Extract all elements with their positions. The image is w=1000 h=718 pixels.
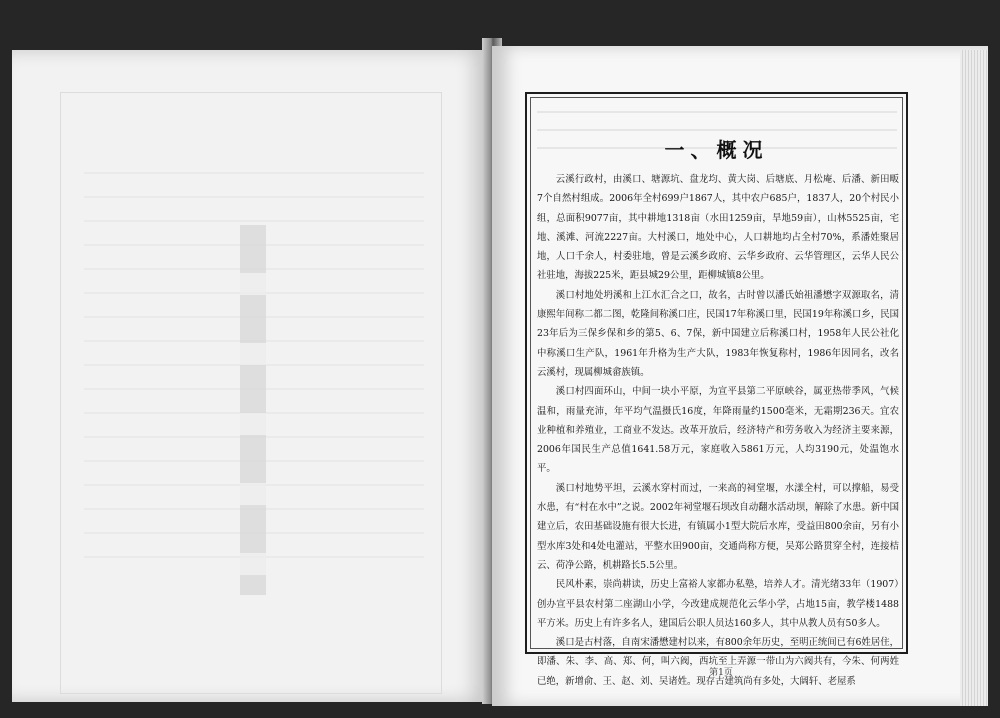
left-page [12, 50, 486, 702]
paragraph: 溪口是古村落，自南宋潘懋建村以来，有800余年历史，至明正统间已有6姓居住，即潘、朱、李、高、郑、何，叫六阀，西坑至上弄源一带山为六阀共有，今朱、何两姓已绝，新增俞、王、赵、刘、吴诸姓。现存古建筑尚有多处，大阔轩、老屋系 [537, 637, 899, 687]
chapter-title: 一、概况 [664, 138, 769, 162]
paragraph: 溪口村地势平坦，云溪水穿村而过，一来高的祠堂堰，水漾全村，可以撑船，易受水患，有“村在水中”之说。2002年祠堂堰石坝改自动翻水活动坝，解除了水患。新中国建立后，农田基础设施有很大长进，有镇属小1型大院后水库，受益田800余亩，另有小型水库3处和4处电灌站，平整水田900亩，交通尚称方便，吴郑公路贯穿全村，连接桔云、荷净公路，机耕路长5.5公里。 [537, 482, 899, 571]
page-edge-stack [960, 50, 988, 706]
paragraph: 云溪行政村，由溪口、塘源坑、盘龙均、黄大岗、后塘底、月松庵、后潘、新田畈7个自然村组成。2006年全村699户1867人，其中农户685户，1837人，20个村民小组，总面积9077亩，其中耕地1318亩（水田1259亩，旱地59亩），山林5525亩，宅地、溪滩、河流2227亩。大村溪口，地处中心，人口耕地均占全村70%，系潘姓聚居地，人口千余人，村委驻地，曾是云溪乡政府、云华乡政府、云华管理区，云华人民公社驻地，海拔225米，距县城29公里，距柳城镇8公里。 [537, 174, 899, 282]
page-number: 第1页 [709, 668, 733, 678]
body-text [537, 170, 899, 691]
left-page-faded-title [240, 225, 266, 595]
paragraph: 民风朴素，崇尚耕读，历史上富裕人家都办私塾，培养人才。清光绪33年（1907）创办宣平县农村第二座湖山小学，今改建成规范化云华小学，占地15亩，教学楼1488平方米。历史上有许多名人，建国后公职人员达160多人，其中从教人员有50多人。 [537, 579, 899, 629]
paragraph: 溪口村四面环山，中间一块小平原，为宣平县第二平原峡谷，属亚热带季风，气候温和，雨量充沛，年平均气温摄氏16度，年降雨量约1500毫米，无霜期236天。宜农业种植和养殖业，工商业不发达。改革开放后，经济特产和劳务收入为经济主要来源，2006年国民生产总值1641.58万元，家庭收入5861万元，人均3190元，处温饱水平。 [537, 386, 899, 475]
paragraph: 溪口村地处坍溪和上江水汇合之口，故名，古时曾以潘氏始祖潘懋字双源取名，清康熙年间称二都二图，乾隆间称溪口庄，民国17年称溪口里，民国19年称溪口乡，民国23年后为三保乡保和乡的第5、6、7保，新中国建立后称溪口村，1958年人民公社化中称溪口生产队，1961年升格为生产大队，1983年恢复称村，1986年因同名，改名云溪村，现属柳城畲族镇。 [537, 289, 899, 378]
